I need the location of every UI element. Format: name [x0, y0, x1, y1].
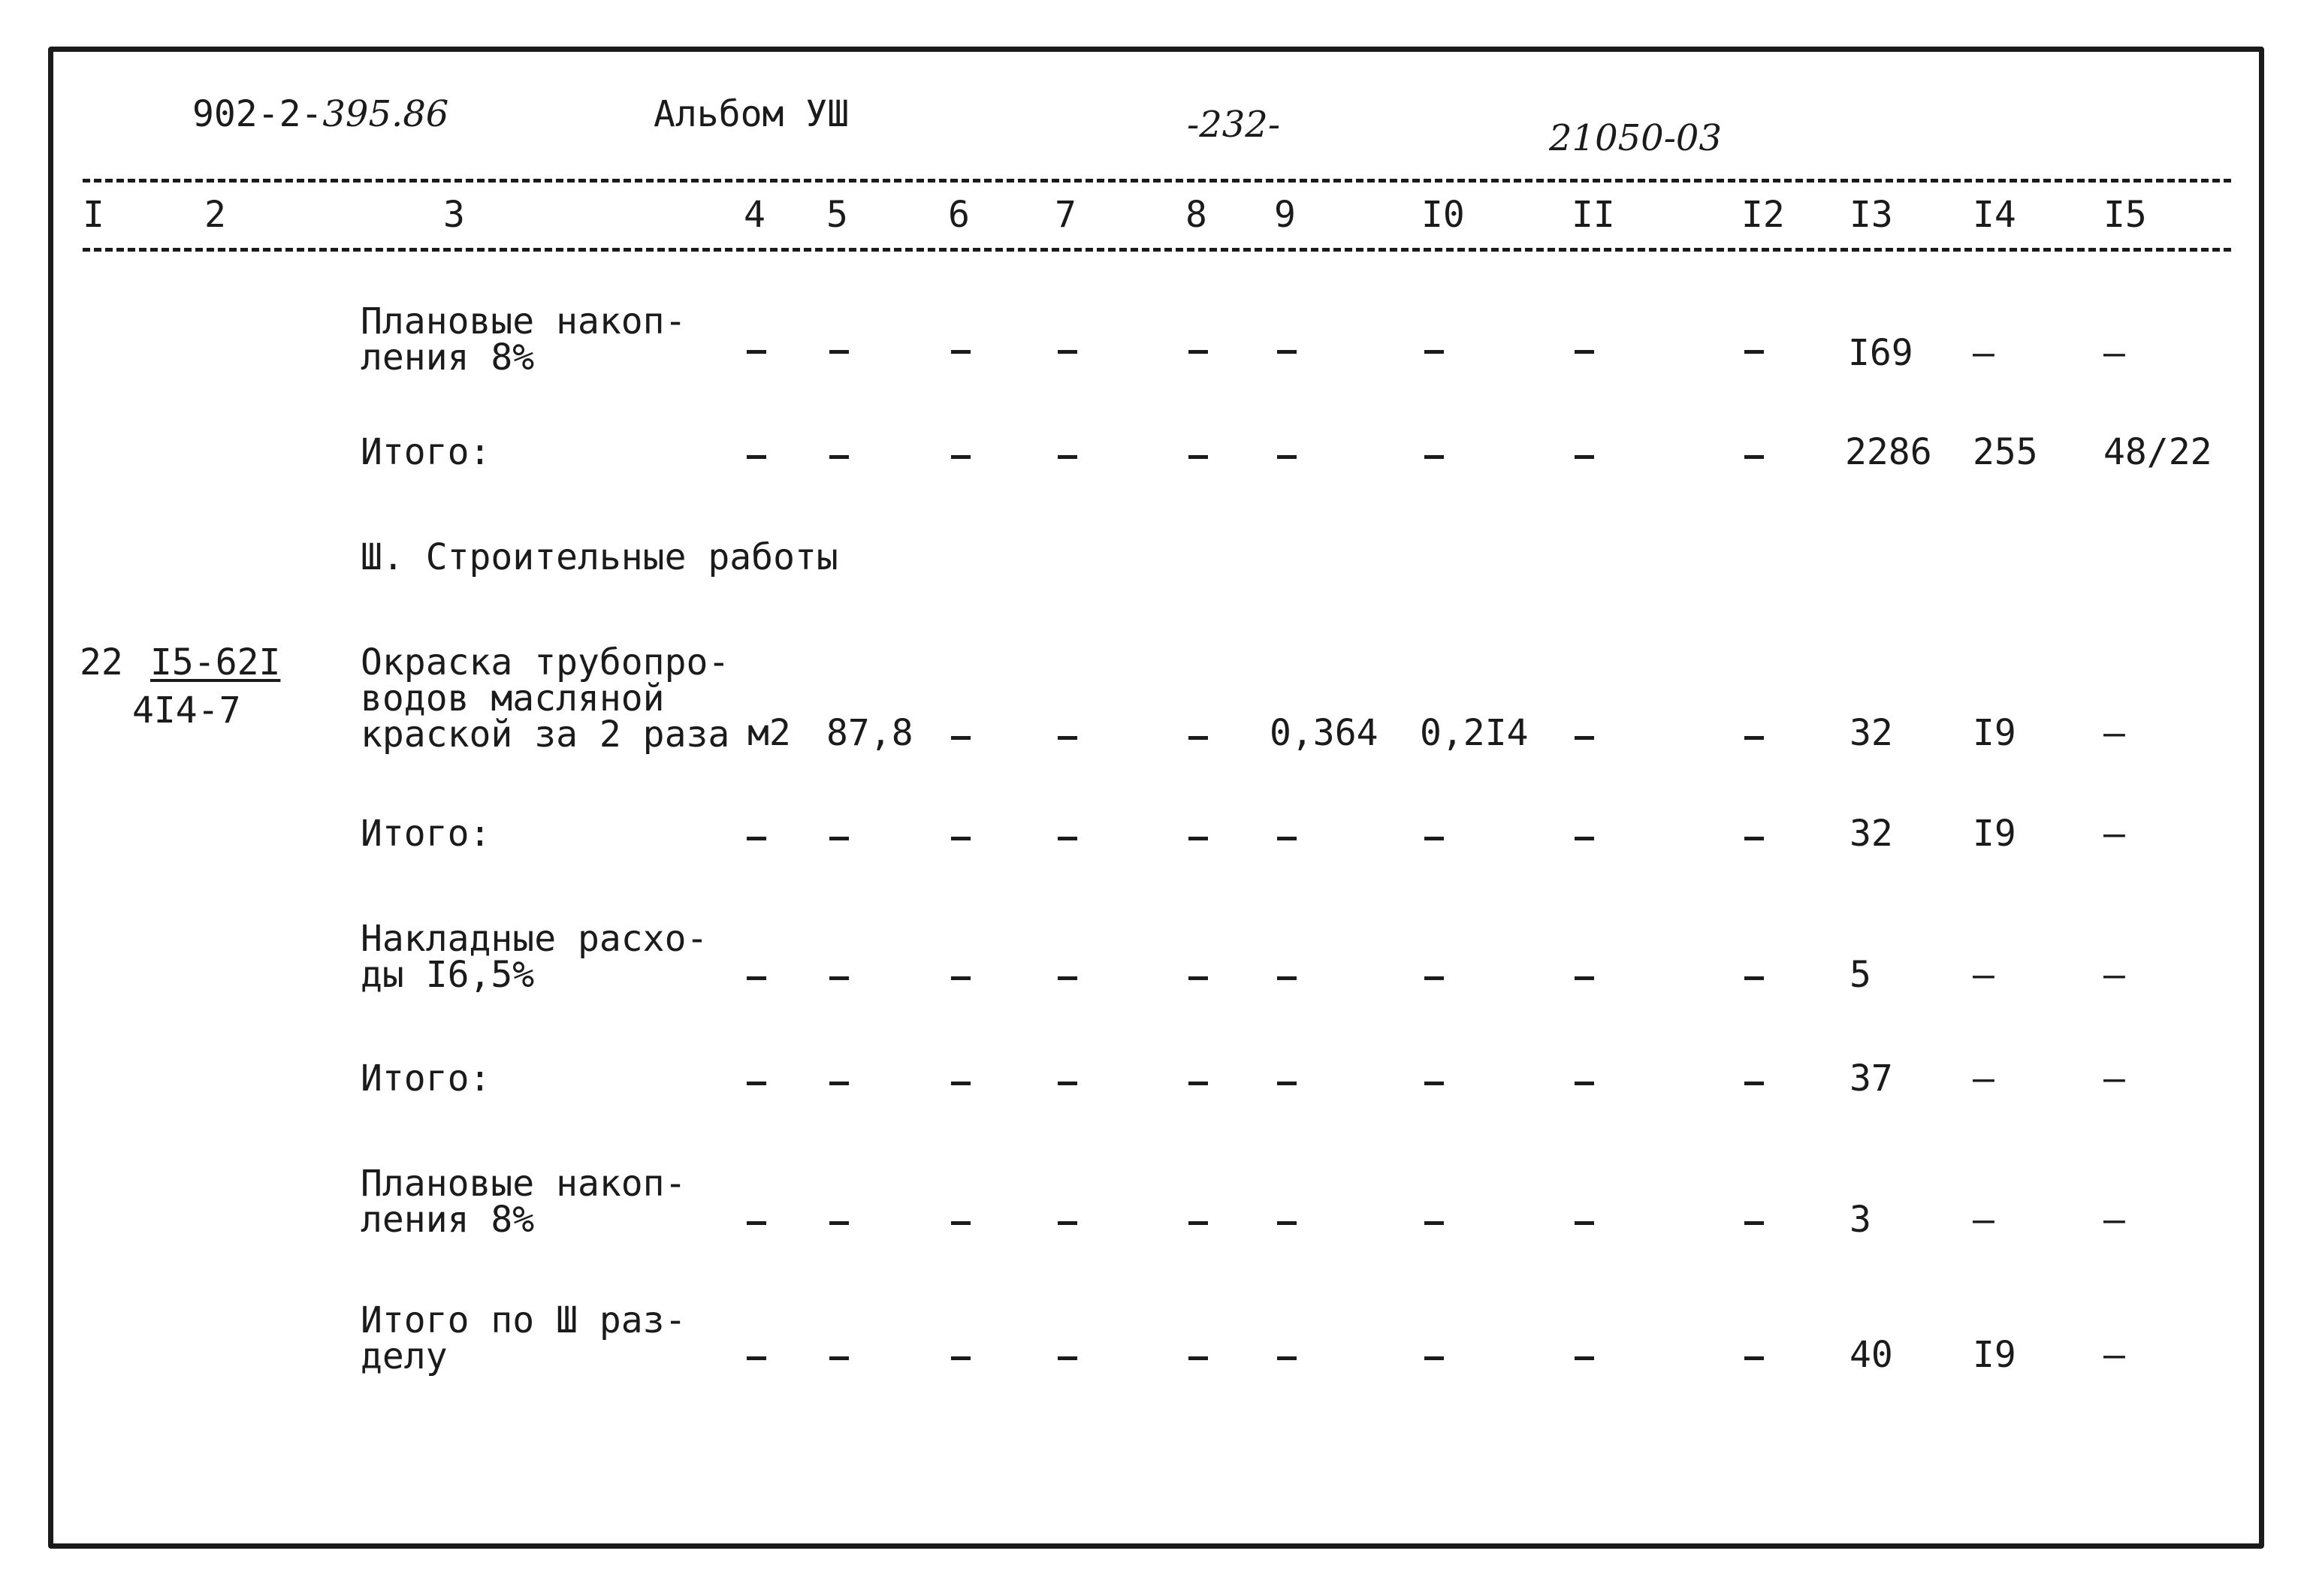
row-planned-accumulation-2-label [361, 1163, 687, 1241]
empty-cell-dash [1744, 976, 1764, 980]
empty-cell-dash [951, 455, 971, 459]
empty-cell-dash [1575, 976, 1594, 980]
empty-cell-dash [747, 1356, 766, 1360]
row-6-c15: – [2103, 954, 2125, 996]
column-number-13: I3 [1850, 194, 1893, 236]
empty-cell-dash [747, 837, 766, 840]
empty-cell-dash [1277, 837, 1297, 840]
empty-cell-dash [1575, 1221, 1594, 1225]
empty-cell-dash [829, 1082, 849, 1085]
empty-cell-dash [1744, 736, 1764, 740]
empty-cell-dash [747, 1082, 766, 1085]
empty-cell-dash [1188, 1356, 1208, 1360]
item-c13: 32 [1850, 712, 1893, 754]
empty-cell-dash [1744, 1221, 1764, 1225]
column-number-7: 7 [1055, 194, 1076, 236]
row-8-c14: – [1973, 1199, 1994, 1241]
empty-cell-dash [1744, 1082, 1764, 1085]
album-label: Альбом УШ [654, 93, 850, 135]
empty-cell-dash [951, 837, 971, 840]
label-line: ления 8% [361, 1199, 535, 1241]
empty-cell-dash [1744, 837, 1764, 840]
column-number-12: I2 [1741, 194, 1785, 236]
empty-cell-dash [1188, 1221, 1208, 1225]
empty-cell-dash [747, 350, 766, 354]
empty-cell-dash [1575, 1082, 1594, 1085]
item-c9: 0,364 [1270, 712, 1378, 754]
item-c10: 0,2I4 [1420, 712, 1529, 754]
item-code-bottom: 4I4-7 [132, 689, 241, 732]
empty-cell-dash [1424, 837, 1444, 840]
label-line: ды I6,5% [361, 954, 535, 996]
row-2-c15: 48/22 [2103, 431, 2212, 473]
empty-cell-dash [1058, 455, 1077, 459]
empty-cell-dash [1058, 1356, 1077, 1360]
empty-cell-dash [1188, 837, 1208, 840]
empty-cell-dash [829, 1221, 849, 1225]
row-1-c13: I69 [1848, 332, 1913, 374]
item-unit: м2 [747, 712, 791, 754]
empty-cell-dash [951, 1356, 971, 1360]
row-5-c15: – [2103, 813, 2125, 855]
empty-cell-dash [1424, 976, 1444, 980]
empty-cell-dash [747, 1221, 766, 1225]
row-7-c15: – [2103, 1057, 2125, 1100]
empty-cell-dash [1277, 455, 1297, 459]
empty-cell-dash [747, 976, 766, 980]
row-total-1-label: Итого: [361, 431, 491, 473]
header-rule-top [83, 179, 2231, 183]
row-1-c14: – [1973, 332, 1994, 374]
row-9-c14: I9 [1973, 1334, 2016, 1376]
row-planned-accumulation-1-label [361, 300, 687, 379]
empty-cell-dash [1744, 1356, 1764, 1360]
document-number: 21050-03 [1549, 117, 1722, 159]
empty-cell-dash [1188, 736, 1208, 740]
row-7-c13: 37 [1850, 1057, 1893, 1100]
empty-cell-dash [1058, 1082, 1077, 1085]
row-2-c14: 255 [1973, 431, 2038, 473]
row-1-c15: – [2103, 332, 2125, 374]
empty-cell-dash [1277, 976, 1297, 980]
empty-cell-dash [1058, 1221, 1077, 1225]
empty-cell-dash [1424, 1221, 1444, 1225]
empty-cell-dash [829, 350, 849, 354]
empty-cell-dash [1424, 350, 1444, 354]
label-line: ления 8% [361, 336, 535, 379]
empty-cell-dash [1424, 1356, 1444, 1360]
empty-cell-dash [747, 455, 766, 459]
empty-cell-dash [1277, 1082, 1297, 1085]
empty-cell-dash [1575, 455, 1594, 459]
column-number-11: II [1572, 194, 1615, 236]
empty-cell-dash [1575, 837, 1594, 840]
row-5-c14: I9 [1973, 813, 2016, 855]
column-number-14: I4 [1973, 194, 2016, 236]
row-2-c13: 2286 [1845, 431, 1932, 473]
row-9-c13: 40 [1850, 1334, 1893, 1376]
empty-cell-dash [829, 976, 849, 980]
column-number-4: 4 [744, 194, 765, 236]
row-6-c13: 5 [1850, 954, 1871, 996]
empty-cell-dash [1575, 736, 1594, 740]
row-total-3-label: Итого: [361, 1057, 491, 1100]
empty-cell-dash [1058, 976, 1077, 980]
item-c14: I9 [1973, 712, 2016, 754]
empty-cell-dash [1058, 736, 1077, 740]
empty-cell-dash [829, 455, 849, 459]
row-6-c14: – [1973, 954, 1994, 996]
row-8-c15: – [2103, 1199, 2125, 1241]
label-line: краской за 2 раза [361, 714, 730, 756]
section-title: Ш. Строительные работы [361, 536, 838, 578]
column-number-2: 2 [204, 194, 226, 236]
label-line: Плановые накоп- [361, 1163, 687, 1205]
empty-cell-dash [1188, 976, 1208, 980]
column-number-15: I5 [2103, 194, 2147, 236]
empty-cell-dash [1744, 455, 1764, 459]
empty-cell-dash [1188, 455, 1208, 459]
page-number: -232- [1187, 104, 1281, 146]
empty-cell-dash [1575, 350, 1594, 354]
label-line: водов масляной [361, 677, 665, 720]
column-number-6: 6 [948, 194, 970, 236]
row-overhead-label [361, 918, 708, 996]
item-number: 22 [80, 641, 123, 683]
document-code-handwritten: 395.86 [322, 93, 449, 135]
empty-cell-dash [1277, 1356, 1297, 1360]
empty-cell-dash [951, 350, 971, 354]
empty-cell-dash [1058, 350, 1077, 354]
row-section-total-label [361, 1299, 687, 1377]
header-rule-bottom [83, 248, 2231, 252]
row-8-c13: 3 [1850, 1199, 1871, 1241]
empty-cell-dash [951, 736, 971, 740]
column-number-3: 3 [443, 194, 465, 236]
empty-cell-dash [1575, 1356, 1594, 1360]
label-line: Окраска трубопро- [361, 641, 730, 683]
row-9-c15: – [2103, 1334, 2125, 1376]
label-line: Итого по Ш раз- [361, 1299, 687, 1341]
empty-cell-dash [829, 1356, 849, 1360]
label-line: Плановые накоп- [361, 300, 687, 342]
document-code-printed: 902-2- [192, 93, 323, 135]
column-number-10: I0 [1421, 194, 1465, 236]
item-description [361, 641, 730, 756]
empty-cell-dash [1424, 1082, 1444, 1085]
empty-cell-dash [1188, 1082, 1208, 1085]
row-7-c14: – [1973, 1057, 1994, 1100]
item-c15: – [2103, 712, 2125, 754]
column-number-5: 5 [826, 194, 848, 236]
empty-cell-dash [951, 976, 971, 980]
document-code [192, 93, 449, 135]
label-line: делу [361, 1335, 448, 1377]
empty-cell-dash [1277, 350, 1297, 354]
item-quantity: 87,8 [826, 712, 913, 754]
empty-cell-dash [1744, 350, 1764, 354]
empty-cell-dash [829, 837, 849, 840]
column-number-9: 9 [1274, 194, 1296, 236]
empty-cell-dash [1424, 455, 1444, 459]
row-total-2-label: Итого: [361, 813, 491, 855]
label-line: Накладные расхо- [361, 918, 708, 960]
empty-cell-dash [1277, 1221, 1297, 1225]
column-number-8: 8 [1185, 194, 1207, 236]
empty-cell-dash [1058, 837, 1077, 840]
empty-cell-dash [951, 1082, 971, 1085]
column-number-1: I [83, 194, 104, 236]
item-code-top: I5-62I [150, 641, 281, 683]
row-5-c13: 32 [1850, 813, 1893, 855]
empty-cell-dash [951, 1221, 971, 1225]
empty-cell-dash [1188, 350, 1208, 354]
